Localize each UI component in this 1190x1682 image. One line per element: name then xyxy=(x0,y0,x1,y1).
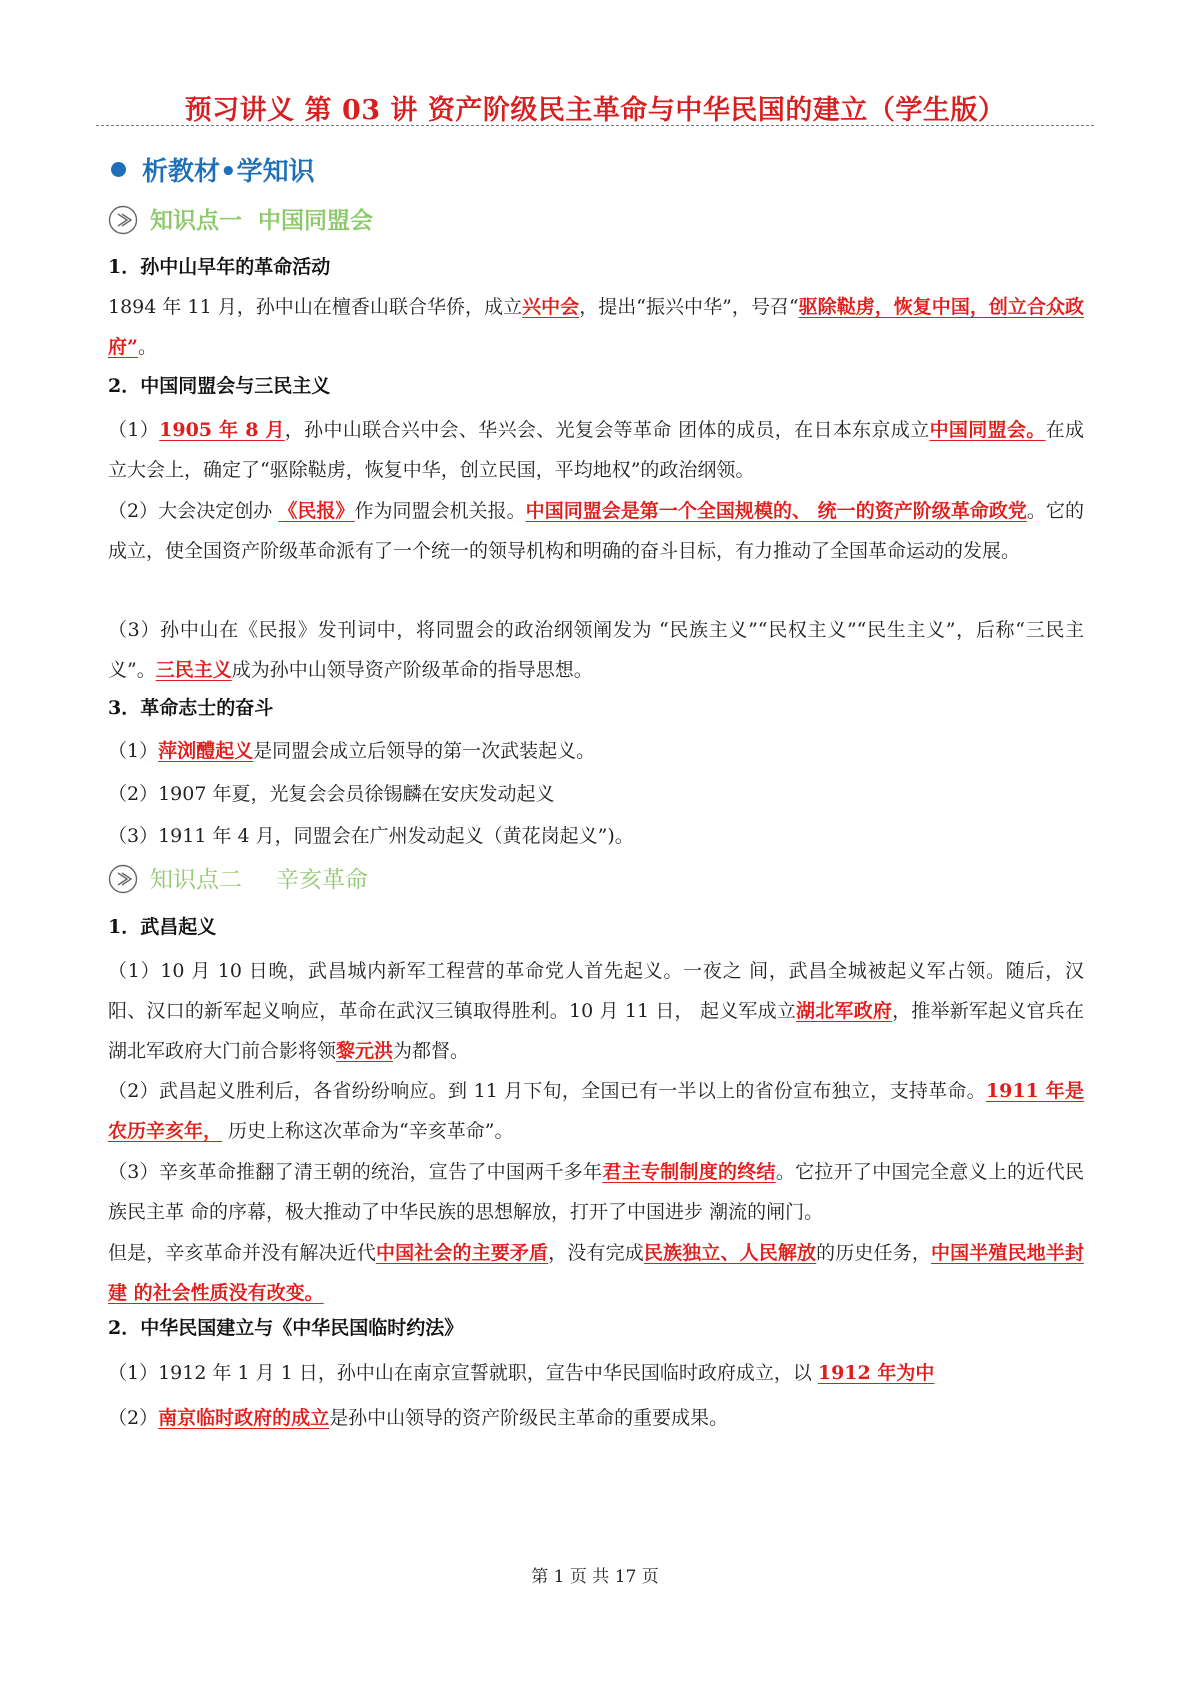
key-term: 萍浏醴起义 xyxy=(158,740,254,762)
text-run: （3）辛亥革命推翻了清王朝的统治，宣告了中国两千多年 xyxy=(108,1161,603,1183)
bullet-dot-icon xyxy=(111,162,126,177)
section-heading xyxy=(111,150,315,194)
key-term: 中国社会的主要矛盾 xyxy=(375,1242,549,1264)
paragraph xyxy=(108,731,1084,771)
knowledge-point-name: 辛亥革命 xyxy=(276,867,368,893)
knowledge-point-2-heading xyxy=(108,862,368,898)
text-run: （1）10 月 10 日晚，武昌城内新军工程营的革命党人首先起义。一夜之 间，武昌全城被起义军占领。随后，汉阳、汉口的新军起义响应，革命在武汉三镇取得胜利。10 月 11 日， 起义军成立 xyxy=(108,960,1084,1022)
text-run: 的历史任务， xyxy=(816,1242,931,1264)
text-run: 1894 年 11 月，孙中山在檀香山联合华侨，成立 xyxy=(108,296,523,318)
text-run: 在成立大会上，确定了“驱除鞑虏，恢复中华，创立民国，平均地权”的政治纲领。 xyxy=(108,419,1084,481)
text-run: 成为孙中山领导资产阶级革命的指导思想。 xyxy=(231,659,593,681)
text-run: ，没有完成 xyxy=(548,1242,644,1264)
text-run: （1） xyxy=(108,419,160,441)
subheading-2-2: 2．中华民国建立与《中华民国临时约法》 xyxy=(108,1317,464,1339)
title-divider xyxy=(96,125,1094,126)
text-run: 历史上称这次革命为“辛亥革命”。 xyxy=(222,1120,514,1142)
text-run: ，孙中山联合兴中会、华兴会、光复会等革命 团体的成员，在日本东京成立 xyxy=(284,419,930,441)
text-run: （2）大会决定创办 xyxy=(108,500,279,522)
key-term: 驱除鞑虏，恢复中国，创立合众政府” xyxy=(108,296,1084,358)
key-term: 中国半殖民地半封建 的社会性质没有改变。 xyxy=(108,1242,1084,1304)
page-footer: 第 1 页 共 17 页 xyxy=(531,1567,659,1587)
page-title: 预习讲义 第 03 讲 资产阶级民主革命与中华民国的建立（学生版） xyxy=(184,95,1006,126)
text-run: 为都督。 xyxy=(393,1040,470,1062)
subheading-1-1: 1．孙中山早年的革命活动 xyxy=(108,256,331,278)
chevron-circle-icon xyxy=(108,864,138,894)
subheading-2-1: 1．武昌起义 xyxy=(108,916,217,938)
key-term: 1905 年 8 月 xyxy=(159,419,285,441)
text-run: （1）1912 年 1 月 1 日，孙中山在南京宣誓就职，宣告中华民国临时政府成立，以 xyxy=(108,1362,818,1384)
text-run: ，提出“振兴中华”，号召“ xyxy=(579,296,799,318)
text-run: 作为同盟会机关报。 xyxy=(354,500,526,522)
key-term: 中国同盟会是第一个全国规模的、 统一的资产阶级革命政党 xyxy=(525,500,1027,522)
subheading-1-3: 3．革命志士的奋斗 xyxy=(108,697,274,719)
text-run: 。它拉开了中国完全意义上的近代民族民主革 命的序幕，极大推动了中华民族的思想解放，打开了中国进步 潮流的闸门。 xyxy=(108,1161,1084,1223)
text-run: （1） xyxy=(108,740,159,762)
key-term: 南京临时政府的成立 xyxy=(158,1407,330,1429)
key-term: 三民主义 xyxy=(155,659,232,681)
paragraph xyxy=(108,287,1084,367)
text-run: 是孙中山领导的资产阶级民主革命的重要成果。 xyxy=(329,1407,729,1429)
key-term: 湖北军政府 xyxy=(796,1000,893,1022)
section-heading-label: 析教材•学知识 xyxy=(142,157,315,187)
paragraph xyxy=(108,1353,1084,1393)
paragraph xyxy=(108,1398,1084,1438)
text-run: 是同盟会成立后领导的第一次武装起义。 xyxy=(253,740,596,762)
paragraph xyxy=(108,610,1084,690)
paragraph: （3）1911 年 4 月，同盟会在广州发动起义（黄花岗起义”)。 xyxy=(108,825,634,847)
key-term: 君主专制制度的终结 xyxy=(602,1161,776,1183)
text-run: （3）孙中山在《民报》发刊词中，将同盟会的政治纲领阐发为 “民族主义”“民权主义”“民生主义”，后称“三民主义”。 xyxy=(108,619,1084,681)
knowledge-point-number: 知识点二 xyxy=(150,867,242,893)
knowledge-point-number: 知识点一 xyxy=(150,208,242,234)
paragraph xyxy=(108,1152,1084,1232)
paragraph xyxy=(108,410,1084,490)
key-term: 兴中会 xyxy=(522,296,580,318)
paragraph xyxy=(108,491,1084,571)
knowledge-point-name: 中国同盟会 xyxy=(258,208,374,234)
knowledge-point-1-heading xyxy=(108,203,373,239)
key-term: 民族独立、人民解放 xyxy=(643,1242,817,1264)
key-term: 黎元洪 xyxy=(336,1040,394,1062)
paragraph xyxy=(108,1071,1084,1151)
key-term: 中国同盟会。 xyxy=(929,419,1046,441)
text-run: 但是，辛亥革命并没有解决近代 xyxy=(108,1242,376,1264)
text-run: ，推举新军起义官兵在湖北军政府大门前合影将领 xyxy=(108,1000,1084,1062)
paragraph: （2）1907 年夏，光复会会员徐锡麟在安庆发动起义 xyxy=(108,783,555,805)
key-term: 《民报》 xyxy=(278,500,355,522)
subheading-1-2: 2．中国同盟会与三民主义 xyxy=(108,375,331,397)
chevron-circle-icon xyxy=(108,205,138,235)
text-run: （2） xyxy=(108,1407,159,1429)
key-term: 1912 年为中 xyxy=(817,1362,935,1384)
text-run: 。 xyxy=(137,336,157,358)
paragraph xyxy=(108,951,1084,1071)
text-run: （2）武昌起义胜利后，各省纷纷响应。到 11 月下旬，全国已有一半以上的省份宣布独立，支持革命。 xyxy=(108,1080,986,1102)
text-run: 。它的成立，使全国资产阶级革命派有了一个统一的领导机构和明确的奋斗目标，有力推动了全国革命运动的发展。 xyxy=(108,500,1084,562)
key-term: 1911 年是农历辛亥年， xyxy=(108,1080,1084,1142)
paragraph xyxy=(108,1233,1084,1313)
